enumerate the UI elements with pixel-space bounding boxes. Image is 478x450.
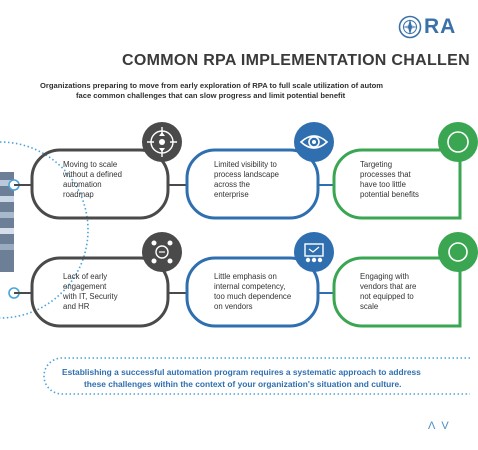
target-icon bbox=[438, 122, 478, 162]
subtitle-line-2: face common challenges that can slow progress and limit potential benefit bbox=[76, 91, 346, 100]
logo-text: RA bbox=[424, 15, 457, 38]
challenge-text-4: Lack of early engagement with IT, Security and HR bbox=[63, 272, 118, 311]
challenge-text-3: Targeting processes that have too little potential benefits bbox=[360, 160, 419, 199]
challenge-text-1: Moving to scale without a defined automation roadmap bbox=[63, 160, 122, 199]
challenge-text-2: Limited visibility to process landscape across the enterprise bbox=[214, 160, 280, 199]
compass-target-icon bbox=[142, 122, 182, 162]
challenge-text-5: Little emphasis on internal competency, too much dependence on vendors bbox=[214, 272, 292, 311]
challenge-text-6: Engaging with vendors that are not equipped to scale bbox=[360, 272, 417, 311]
conclusion-line-2: these challenges within the context of your organization's situation and culture. bbox=[84, 379, 402, 389]
subtitle-line-1: Organizations preparing to move from early exploration of RPA to full scale utilization of autom bbox=[40, 81, 384, 90]
people-network-icon bbox=[294, 232, 334, 272]
vendor-icon bbox=[438, 232, 478, 272]
page-title: COMMON RPA IMPLEMENTATION CHALLEN bbox=[122, 52, 470, 69]
footer-logo-mark: ΛV bbox=[428, 420, 455, 432]
conclusion-line-1: Establishing a successful automation program requires a systematic approach to address bbox=[62, 367, 421, 377]
eye-icon bbox=[294, 122, 334, 162]
team-meeting-icon bbox=[142, 232, 182, 272]
